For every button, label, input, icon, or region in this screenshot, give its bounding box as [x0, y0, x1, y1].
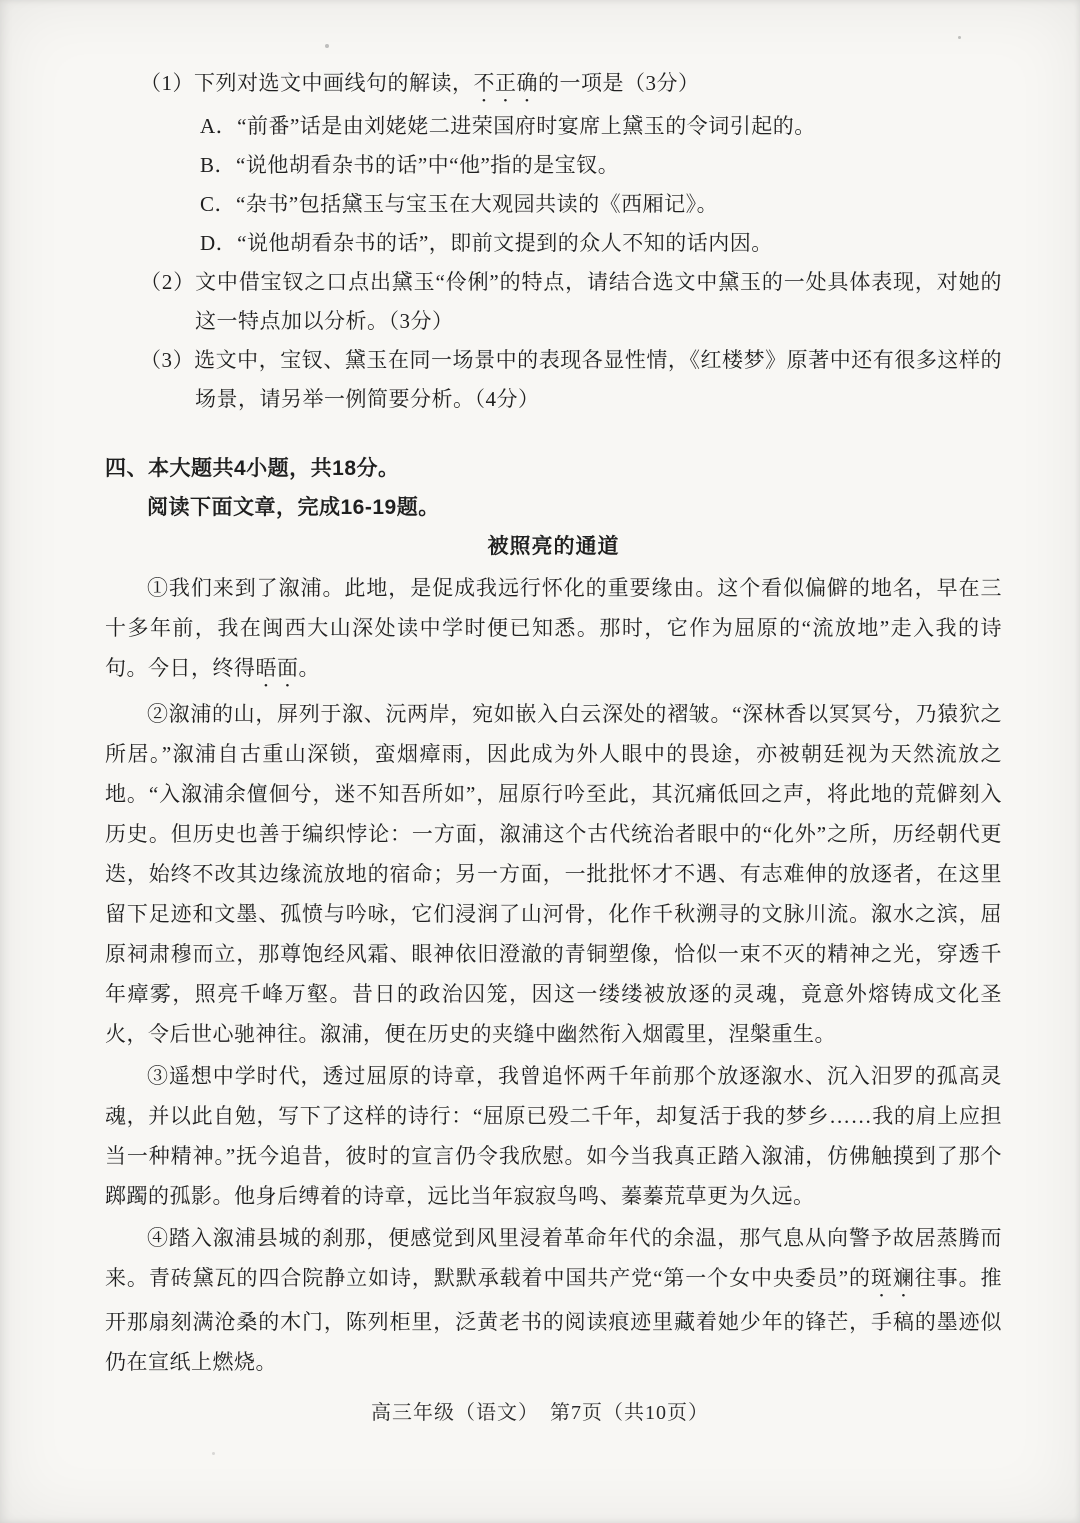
essay-title: 被照亮的通道 — [487, 535, 620, 558]
scan-speck — [212, 1452, 215, 1455]
page-content — [105, 64, 1002, 1382]
essay-paragraph-2: ②溆浦的山，屏列于溆、沅两岸，宛如嵌入白云深处的褶皱。“深林香以冥冥兮，乃猿狖之所居。”溆浦自古重山深锁，蛮烟瘴雨，因此成为外人眼中的畏途，亦被朝廷视为天然流放之地。“入溆浦余儃佪兮，迷不知吾所如”，屈原行吟至此，其沉痛低回之声，将此地的荒僻刻入历史。但历史也善于编织悖论：一方面，溆浦这个古代统治者眼中的“化外”之所，历经朝代更迭，始终不改其边缘流放地的宿命；另一方面，一批批怀才不遇、有志难伸的放逐者，在这里留下足迹和文墨、孤愤与吟咏，它们浸润了山河骨，化作千秋溯寻的文脉川流。溆水之滨，屈原祠肃穆而立，那尊饱经风霜、眼神依旧澄澈的青铜塑像，恰似一束不灭的精神之光，穿透千年瘴雾，照亮千峰万壑。昔日的政治囚笼，因这一缕缕被放逐的灵魂，竟意外熔铸成文化圣火，令后世心驰神往。溆浦，便在历史的夹缝中幽然衔入烟霞里，涅槃重生。 — [105, 702, 1002, 1046]
scan-speck — [325, 44, 329, 48]
question-3-text: （3）选文中，宝钗、黛玉在同一场景中的表现各显性情，《红楼梦》原著中还有很多这样的场景，请另举一例简要分析。（4分） — [140, 348, 1002, 411]
essay-paragraph-3: ③遥想中学时代，透过屈原的诗章，我曾追怀两千年前那个放逐溆水、沉入汨罗的孤高灵魂，并以此自勉，写下了这样的诗行：“屈原已殁二千年，却复活于我的梦乡……我的肩上应担当一种精神。”抚今追昔，彼时的宣言仍令我欣慰。如今当我真正踏入溆浦，仿佛触摸到了那个踯躅的孤影。他身后缚着的诗章，远比当年寂寂鸟鸣、蓁蓁荒草更为久远。 — [105, 1064, 1002, 1208]
question-1-option-d: D．“说他胡看杂书的话”，即前文提到的众人不知的话内因。 — [200, 231, 773, 255]
scan-speck — [958, 36, 961, 39]
question-1-option-b: B．“说他胡看杂书的话”中“他”指的是宝钗。 — [200, 153, 620, 177]
essay-paragraph-1: ①我们来到了溆浦。此地，是促成我远行怀化的重要缘由。这个看似偏僻的地名，早在三十多年前，我在闽西大山深处读中学时便已知悉。那时，它作为屈原的“流放地”走入我的诗句。今日，终得晤面。 — [105, 576, 1002, 680]
essay-paragraph-4: ④踏入溆浦县城的刹那，便感觉到风里浸着革命年代的余温，那气息从向警予故居蒸腾而来。青砖黛瓦的四合院静立如诗，默默承载着中国共产党“第一个女中央委员”的斑斓往事。推开那扇刻满沧桑的木门，陈列柜里，泛黄老书的阅读痕迹里藏着她少年的锋芒，手稿的墨迹似仍在宣纸上燃烧。 — [105, 1226, 1003, 1374]
question-1-text: （1）下列对选文中画线句的解读，不正确的一项是（3分） — [140, 71, 700, 95]
essay-body — [105, 568, 1002, 1382]
question-1-option-a: A．“前番”话是由刘姥姥二进荣国府时宴席上黛玉的令词引起的。 — [200, 114, 816, 138]
reading-instruction: 阅读下面文章，完成16-19题。 — [147, 496, 440, 519]
section-heading: 四、本大题共4小题，共18分。 — [105, 457, 400, 480]
question-2-text: （2）文中借宝钗之口点出黛玉“伶俐”的特点，请结合选文中黛玉的一处具体表现，对她的这一特点加以分析。（3分） — [140, 270, 1002, 333]
page-footer: 高三年级（语文） 第7页（共10页） — [371, 1402, 709, 1424]
question-1-option-c: C．“杂书”包括黛玉与宝玉在大观园共读的《西厢记》。 — [200, 192, 719, 216]
question-1 — [105, 64, 1002, 263]
question-1-options — [105, 107, 1002, 263]
